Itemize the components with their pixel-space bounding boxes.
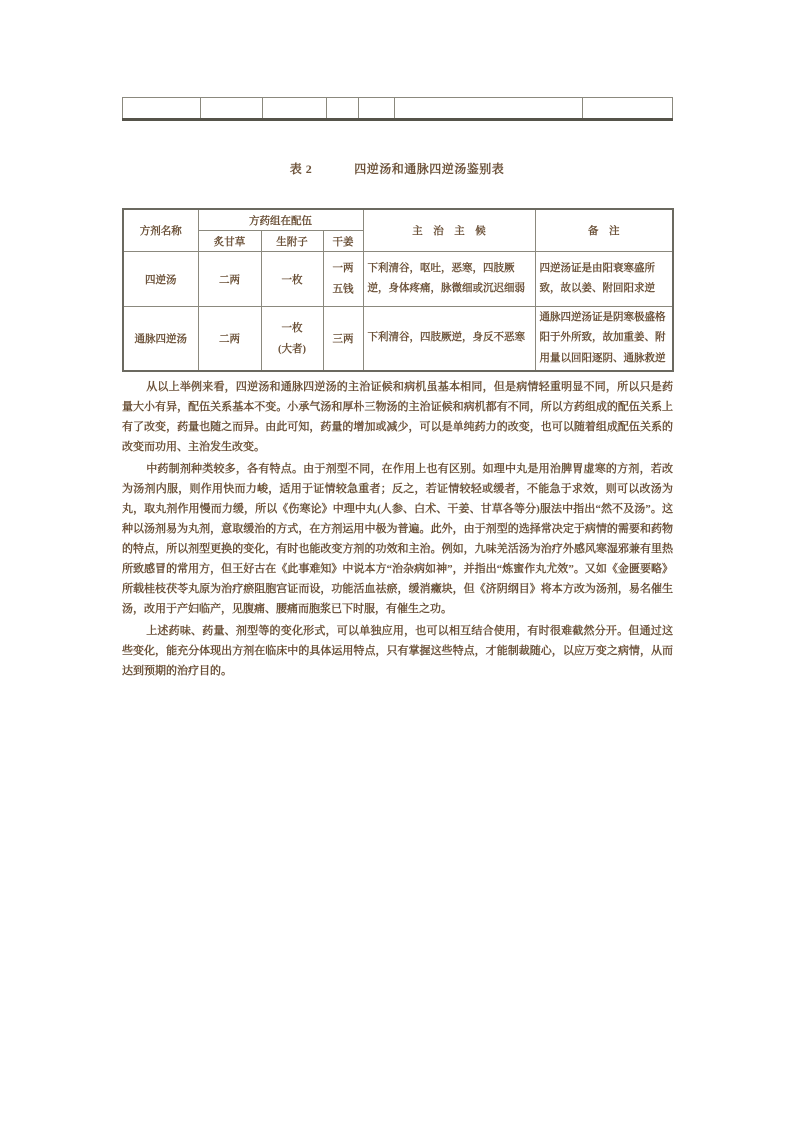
cell-shengfuzi-line2: (大者) (278, 343, 306, 355)
cell-zhuzhi: 下利清谷，四肢厥逆，身反不恶寒 (363, 307, 535, 372)
cell-zhigancao: 二两 (198, 307, 261, 372)
paragraph-2: 中药制剂种类较多，各有特点。由于剂型不同，在作用上也有区别。如理中丸是用治脾胃虚寒的方剂，若改为汤剂内服，则作用快而力峻，适用于证情较急重者；反之，若证情较轻或缓者，不能急于求效，则可以改汤为丸，取丸剂作用慢而力缓，所以《伤寒论》中理中丸(人参、白术、干姜、甘草各等分)服法中指出“然不及汤”。这种以汤剂易为丸剂，意取缓治的方式，在方剂运用中极为普遍。此外，由于剂型的选择常决定于病情的需要和药物的特点，所以剂型更换的变化，有时也能改变方剂的功效和主治。例如，九味羌活汤为治疗外感风寒湿邪兼有里热所致感冒的常用方，但王好古在《此事难知》中说本方“治杂病如神”，并指出“炼蜜作丸尤效”。又如《金匮要略》所载桂枝茯苓丸原为治疗瘀阻胞宫证而设，功能活血祛瘀，缓消癥块，但《济阴纲目》将本方改为汤剂，易名催生汤，改用于产妇临产，见腹痛、腰痛而胞浆已下时服，有催生之功。 (122, 463, 673, 615)
cell-zhuzhi: 下利清谷，呕吐，恶寒，四肢厥逆，身体疼痛，脉微细或沉迟细弱 (363, 252, 535, 307)
table1-fragment-row (123, 98, 673, 120)
paragraph-1: 从以上举例来看，四逆汤和通脉四逆汤的主治证候和病机虽基本相同，但是病情轻重明显不同，所以只是药量大小有异，配伍关系基本不变。小承气汤和厚朴三物汤的主治证候和病机都有不同，所以方药组成的配伍关系上有了改变，药量也随之而异。由此可知，药量的增加或减少，可以是单纯药力的改变，也可以随着组成配伍关系的改变而功用、主治发生改变。 (122, 381, 673, 453)
table-row (123, 307, 673, 372)
cell-shengfuzi: 一枚 (261, 252, 323, 307)
empty-cell (327, 98, 359, 120)
cell-ganjiang (323, 252, 363, 307)
cell-formula-name: 四逆汤 (123, 252, 198, 307)
cell-ganjiang: 三两 (323, 307, 363, 372)
table2-header-row-1 (123, 209, 673, 231)
cell-beizhu: 通脉四逆汤证是阴寒极盛格阳于外所致，故加重姜、附用量以回阳逐阴、通脉救逆 (535, 307, 673, 372)
table2-comparison (122, 208, 674, 372)
col-header-zhigancao: 炙甘草 (198, 231, 261, 252)
col-header-ganjiang: 干姜 (323, 231, 363, 252)
col-header-shengfuzi: 生附子 (261, 231, 323, 252)
table2-caption-title: 四逆汤和通脉四逆汤鉴别表 (354, 162, 505, 176)
cell-ganjiang-line2: 五钱 (332, 284, 354, 295)
col-header-zhuzhi: 主 治 主 候 (363, 209, 535, 252)
paragraph-3: 上述药味、药量、剂型等的变化形式，可以单独应用，也可以相互结合使用，有时很难截然分开。但通过这些变化，能充分体现出方剂在临床中的具体运用特点，只有掌握这些特点，才能制裁随心，以应万变之病情，从而达到预期的治疗目的。 (122, 625, 673, 677)
cell-shengfuzi (261, 307, 323, 372)
table2-caption-number: 表 2 (289, 162, 313, 176)
cell-shengfuzi-line1: 一枚 (281, 322, 303, 334)
cell-ganjiang-line1: 一两 (332, 263, 354, 274)
empty-cell (359, 98, 395, 120)
cell-zhigancao: 二两 (198, 252, 261, 307)
empty-cell (263, 98, 327, 120)
empty-cell (201, 98, 263, 120)
empty-cell (583, 98, 673, 120)
col-header-beizhu: 备 注 (535, 209, 673, 252)
cell-beizhu: 四逆汤证是由阳衰寒盛所致，故以姜、附回阳求逆 (535, 252, 673, 307)
col-header-name: 方剂名称 (123, 209, 198, 252)
table-row (123, 252, 673, 307)
empty-cell (395, 98, 583, 120)
body-text (122, 377, 673, 683)
col-header-group: 方药组在配伍 (198, 209, 363, 231)
table2-caption (122, 160, 672, 177)
empty-cell (123, 98, 201, 120)
cell-formula-name: 通脉四逆汤 (123, 307, 198, 372)
table1-fragment (122, 97, 673, 121)
